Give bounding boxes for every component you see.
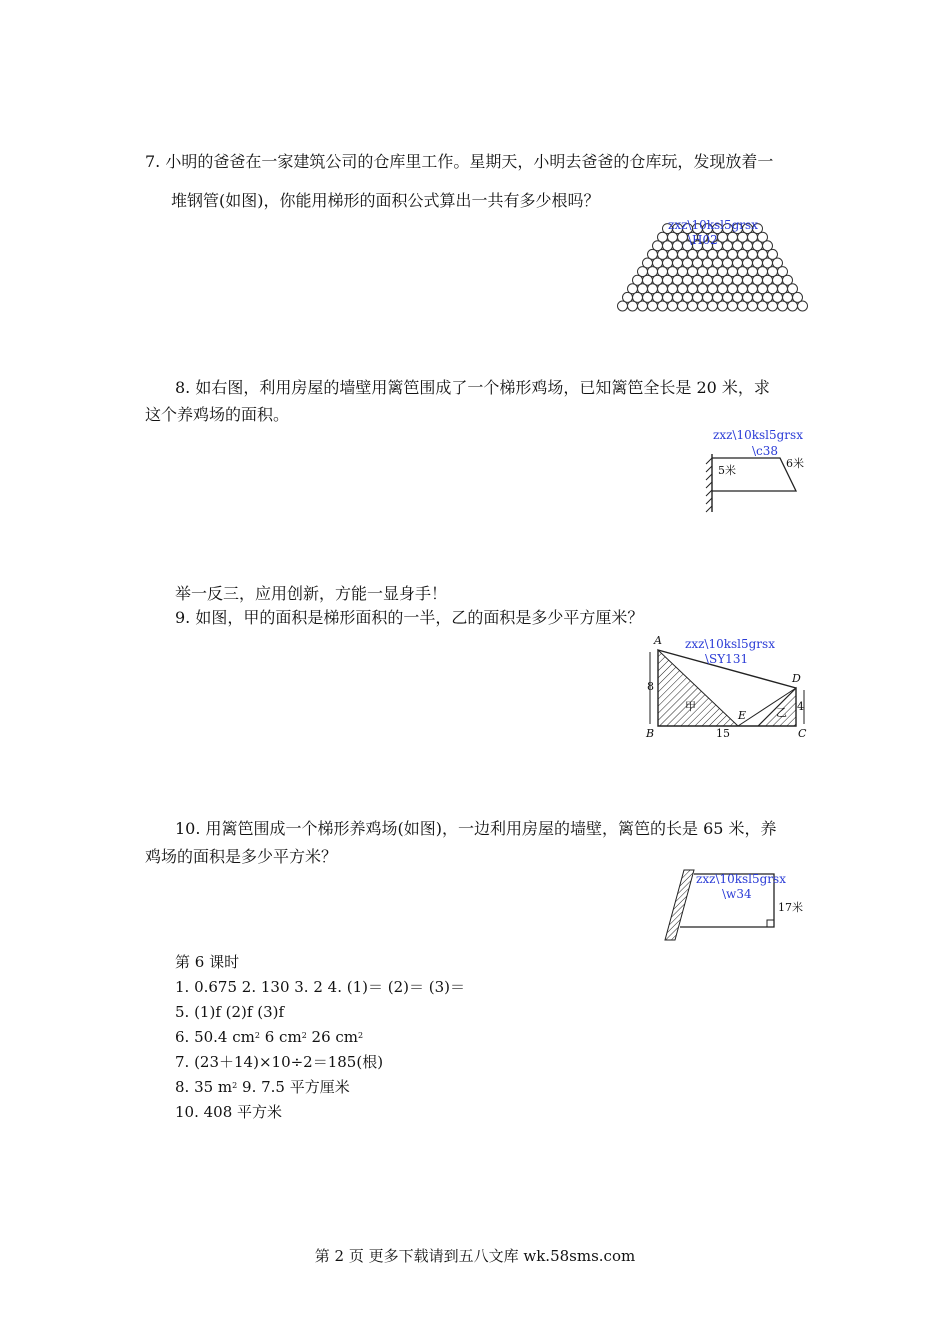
q10-chicken-yard-figure — [660, 866, 815, 944]
section-heading: 举一反三，应用创新，方能一显身手！ — [175, 584, 448, 603]
q10-watermark-2: \w34 — [722, 887, 752, 901]
q9-label-b: B — [646, 727, 655, 740]
steel-pipe — [708, 301, 718, 311]
q8-wall-hatch — [706, 458, 712, 512]
steel-pipe — [748, 301, 758, 311]
answers-5: 5. (1)f (2)f (3)f — [175, 1003, 285, 1021]
q9-label-d: D — [792, 672, 801, 685]
q8-chicken-yard-figure — [700, 422, 815, 514]
q8-watermark-1: zxz\10ksl5grsx — [713, 428, 803, 442]
q9-label-c: C — [798, 727, 807, 740]
steel-pipe — [648, 301, 658, 311]
q7-line1: 7. 小明的爸爸在一家建筑公司的仓库里工作。星期天，小明去爸爸的仓库玩，发现放着一 — [145, 152, 774, 171]
q9-label-yi: 乙 — [776, 706, 787, 719]
answers-6 — [175, 1030, 363, 1045]
q9-label-e: E — [738, 709, 747, 722]
q7-watermark-2: \H02 — [688, 233, 718, 247]
q10-label-17m: 17米 — [778, 901, 803, 914]
steel-pipe — [768, 301, 778, 311]
q8-line2: 这个养鸡场的面积。 — [145, 405, 290, 424]
steel-pipe — [628, 301, 638, 311]
steel-pipe — [798, 301, 808, 311]
q9-line1: 9. 如图，甲的面积是梯形面积的一半，乙的面积是多少平方厘米？ — [175, 608, 644, 627]
q9-trapezoid-figure — [640, 632, 815, 744]
steel-pipe — [698, 301, 708, 311]
q8-line1: 8. 如右图，利用房屋的墙壁用篱笆围成了一个梯形鸡场，已知篱笆全长是 20 米，求 — [175, 378, 770, 397]
q9-label-8: 8 — [647, 680, 654, 693]
q7-steel-pipes-figure — [600, 212, 825, 314]
q8-label-6m: 6米 — [786, 457, 804, 470]
answer-6-part2: 6 cm — [259, 1028, 302, 1046]
answer-9-part: 9. 7.5 平方厘米 — [237, 1078, 350, 1096]
q10-wall — [665, 870, 694, 940]
answers-7: 7. (23＋14)×10÷2＝185(根) — [175, 1053, 384, 1071]
steel-pipe — [638, 301, 648, 311]
q7-line2: 堆钢管(如图)，你能用梯形的面积公式算出一共有多少根吗？ — [171, 191, 600, 210]
q10-watermark-1: zxz\10ksl5grsx — [696, 872, 786, 886]
answer-8-part1: 8. 35 m — [175, 1078, 233, 1096]
steel-pipe — [658, 301, 668, 311]
q10-line1: 10. 用篱笆围成一个梯形养鸡场(如图)，一边利用房屋的墙壁，篱笆的长是 65 米，养 — [175, 819, 777, 838]
page-footer: 第 2 页 更多下载请到五八文库 wk.58sms.com — [314, 1247, 636, 1265]
steel-pipe — [688, 301, 698, 311]
q9-label-a: A — [654, 634, 662, 647]
q7-watermark-1: zxz\10ksl5grsx — [668, 218, 758, 232]
q9-watermark-1: zxz\10ksl5grsx — [685, 637, 775, 651]
q9-label-15: 15 — [716, 727, 730, 740]
steel-pipe — [668, 301, 678, 311]
answer-8-sup: 2 — [232, 1081, 238, 1090]
answer-6-part1: 6. 50.4 cm — [175, 1028, 255, 1046]
q9-watermark-2: \SY131 — [705, 652, 749, 666]
answers-1-to-4: 1. 0.675 2. 130 3. 2 4. (1)＝ (2)＝ (3)＝ — [175, 978, 466, 996]
steel-pipe — [738, 301, 748, 311]
steel-pipe — [678, 301, 688, 311]
steel-pipe — [778, 301, 788, 311]
answer-6-sup1: 2 — [254, 1031, 260, 1040]
steel-pipe — [718, 301, 728, 311]
steel-pipe — [758, 301, 768, 311]
answers-8-9 — [175, 1080, 350, 1095]
q8-label-5m: 5米 — [718, 464, 736, 477]
q10-line2: 鸡场的面积是多少平方米？ — [145, 847, 338, 866]
q10-right-angle-mark — [767, 920, 774, 927]
q8-watermark-2: \c38 — [752, 444, 779, 458]
answers-heading: 第 6 课时 — [175, 953, 240, 971]
q9-label-4: 4 — [797, 700, 804, 713]
steel-pipe — [788, 301, 798, 311]
steel-pipe — [618, 301, 628, 311]
q9-label-jia: 甲 — [685, 700, 696, 713]
answers-10: 10. 408 平方米 — [175, 1103, 283, 1121]
answer-6-sup2: 2 — [301, 1031, 307, 1040]
answer-6-part3: 26 cm — [306, 1028, 359, 1046]
steel-pipe — [728, 301, 738, 311]
answer-6-sup3: 2 — [358, 1031, 364, 1040]
